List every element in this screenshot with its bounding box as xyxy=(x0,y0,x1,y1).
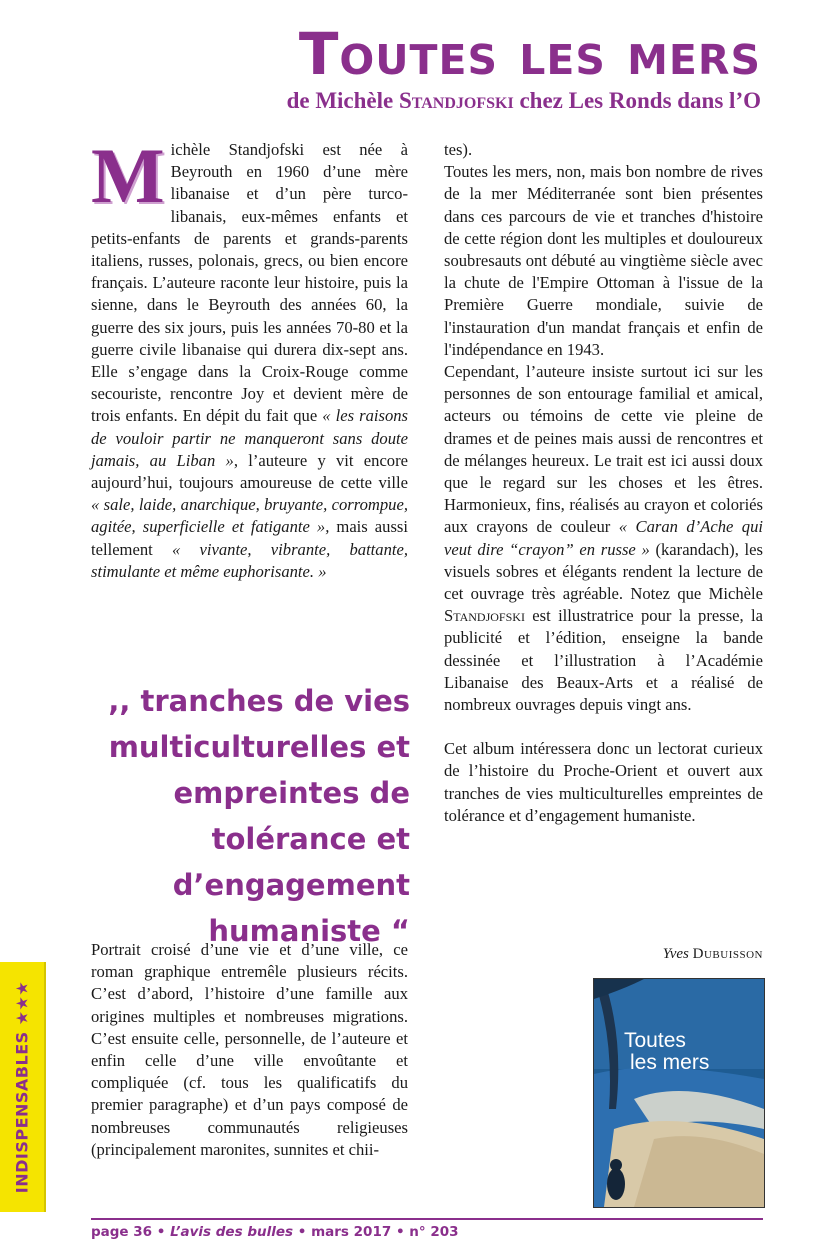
book-cover-image xyxy=(593,978,765,1208)
paragraph-portrait: Portrait croisé d’une vie et d’une ville, ce roman graphique entremêle plusieurs récits. C’est d’abord, l’histoire d’une famille aux origines multiples et nombreuses migrations. C’est ensuite celle, personnelle, de l’auteure et enfin celle d’une ville envoûtante et compliquée (cf. tous les qualificatifs du premier paragraphe) et d’un pays composé de nombreuses communautés religieuses (principalement maronites, sunnites et chii- xyxy=(91,940,408,1159)
intro-quote-1: « les raisons de vouloir partir ne manqueront sans doute jamais, au Liban » xyxy=(91,406,408,470)
subtitle-prefix: de Michèle xyxy=(286,88,399,113)
footer-separator: • xyxy=(152,1224,171,1240)
intro-quote-3: « vivante, vibrante, battante, stimulante et même euphorisante. » xyxy=(91,539,409,581)
footer-separator: • xyxy=(293,1224,312,1240)
paragraph-conclusion: Cet album intéressera donc un lectorat curieux de l’histoire du Proche-Orient et ouvert aux tranches de vies multiculturelles empreintes de tolérance et d’engagement humaniste. xyxy=(444,739,763,825)
intro-quote-2: « sale, laide, anarchique, bruyante, corrompue, agitée, superficielle et fatigante », xyxy=(91,495,408,537)
paragraph-mediterranee: Toutes les mers, non, mais bon nombre de rives de la mer Méditerranée sont bien présentes dans ces parcours de vie et tranches d'histoire de cette région dont les multiples et douloureux soubresauts ont débuté au vingtième siècle avec la chute de l'Empire Ottoman à l'issue de la Première Guerre mondiale, suivie de l'instauration d'un mandat français et enfin de l'indépendance en 1943. xyxy=(444,162,763,359)
column-left-top xyxy=(91,132,409,583)
indispensables-label: INDISPENSABLES ★★★ xyxy=(12,980,32,1194)
cover-title-line-1: Toutes xyxy=(624,1029,686,1052)
pull-quote: ,, tranches de vies multiculturelles et empreintes de tolérance et d’engagement humaniste “ xyxy=(108,684,410,948)
intro-text-1: ichèle Standjofski est née à Beyrouth en 1960 d’une mère libanaise et d’un père turco-libanais, eux-mêmes enfants et petits-enfants de parents et grands-parents italiens, russes, polonais, grecs, ou bien encore français. L’auteure raconte leur histoire, puis la sienne, dans le Beyrouth des années 60, la guerre des six jours, puis les années 70-80 et la guerre civile libanaise qui durera dix-sept ans. Elle s’engage dans la Croix-Rouge comme secouriste, rencontre Joy et devient mère de trois enfants. En dépit du fait que xyxy=(91,140,408,426)
footer-separator: • xyxy=(391,1224,410,1240)
indispensables-band xyxy=(0,962,46,1212)
column-left-bottom xyxy=(91,939,408,1161)
intro-text-2: , l’auteure y vit encore aujourd’hui, toujours amoureuse de cette ville xyxy=(91,450,408,493)
paragraph-gap xyxy=(444,716,763,738)
article-title: Toutes les mers xyxy=(298,20,761,88)
paragraph-intro xyxy=(91,132,409,583)
subtitle-publisher: chez Les Ronds dans l’O xyxy=(513,88,761,113)
author-first-name: Yves xyxy=(662,946,693,962)
paragraph-auteure xyxy=(444,361,763,716)
auteure-name: Standjofski xyxy=(444,606,525,626)
footer-date: mars 2017 xyxy=(311,1224,392,1240)
subtitle-author-name: Standjofski xyxy=(398,88,514,113)
auteure-quote: « Caran d’Ache qui veut dire “crayon” en russe » xyxy=(444,517,763,559)
footer-magazine: L’avis des bulles xyxy=(170,1224,294,1240)
paragraph-continuation: tes). xyxy=(444,140,473,159)
drop-cap: M xyxy=(91,132,165,219)
column-right xyxy=(444,139,763,827)
review-author xyxy=(560,944,763,964)
auteure-text-1: Cependant, l’auteure insiste surtout ici sur les personnes de son entourage familial et amical, acteurs ou témoins de cette vie pleine de drames et de peines mais aussi de rencontres et de mélanges heureux. Le trait est ici aussi doux que le regard sur les choses et les êtres. Harmonieux, fins, réalisés au crayon et coloriés aux crayons de couleur xyxy=(444,362,763,537)
auteure-text-2: (karandach), les visuels sobres et élégants rendent la lecture de cet ouvrage très agréable. Notez que Michèle xyxy=(444,539,763,604)
footer-rule xyxy=(91,1218,763,1220)
page-footer xyxy=(91,1223,459,1241)
footer-page-number: page 36 xyxy=(91,1224,153,1240)
footer-issue: n° 203 xyxy=(409,1224,459,1240)
author-last-name: Dubuisson xyxy=(692,946,763,962)
article-subtitle xyxy=(287,86,761,116)
auteure-text-3: est illustratrice pour la presse, la publicité et l’édition, enseigne la bande dessinée et l’illustration à l’Académie Libanaise des Beaux-Arts et a réalisé de nombreux ouvrages depuis vingt ans. xyxy=(444,606,763,715)
cover-title-line-2: les mers xyxy=(630,1051,710,1074)
intro-text-3: mais aussi tellement xyxy=(91,517,408,559)
cover-illustration xyxy=(594,979,764,1207)
